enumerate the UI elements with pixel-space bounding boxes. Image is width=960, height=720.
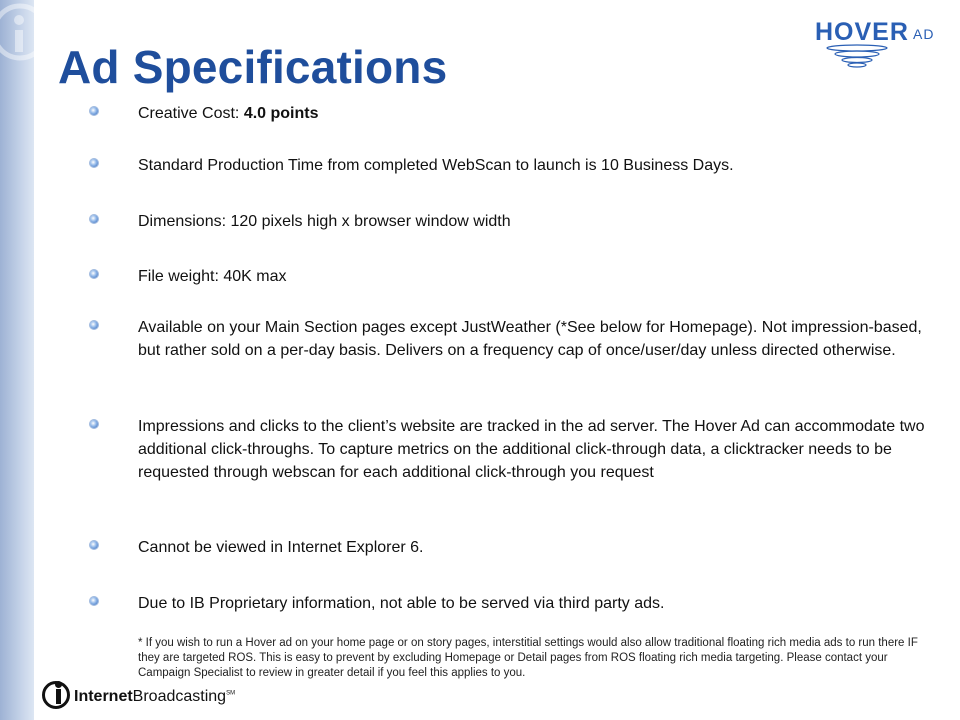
bullet-text: Standard Production Time from completed WebScan to launch is 10 Business Days. bbox=[138, 157, 734, 174]
bullet-text: Dimensions: 120 pixels high x browser window width bbox=[138, 213, 511, 230]
hover-logo-word: HOVER bbox=[815, 18, 909, 46]
ad-logo-word: AD bbox=[913, 26, 935, 42]
bullet-emphasis: 4.0 points bbox=[243, 105, 319, 122]
left-decorative-strip bbox=[0, 0, 34, 720]
internet-broadcasting-logo bbox=[42, 680, 242, 712]
bullet-prefix: Creative Cost: bbox=[138, 105, 244, 122]
bullet-icon bbox=[90, 270, 98, 278]
footnote: * If you wish to run a Hover ad on your home page or on story pages, interstitial settings would also allow traditional floating rich media ads to run there IF they are targeted ROS. This is easy to prevent by excluding Homepage or Detail pages from ROS floating rich media targeting. Please contact your Campaign Specialist to review in greater detail if you feel this applies to you. bbox=[138, 637, 918, 679]
ib-trademark: SM bbox=[226, 690, 236, 697]
bullet-icon bbox=[90, 420, 98, 428]
bullet-text: Impressions and clicks to the client’s website are tracked in the ad server. The Hover Ad can accommodate two additional click-throughs. To capture metrics on the additional click-through data, a clicktracker needs to be requested through webscan for each additional click-through you request bbox=[138, 418, 925, 481]
bullet-icon bbox=[90, 159, 98, 167]
bullet-icon bbox=[90, 597, 98, 605]
ib-logo-word-regular: Broadcasting bbox=[132, 688, 227, 705]
hover-ad-logo-graphic bbox=[815, 14, 940, 74]
page-title: Ad Specifications bbox=[58, 41, 448, 93]
bullet-text: Due to IB Proprietary information, not able to be served via third party ads. bbox=[138, 595, 665, 612]
bullet-icon bbox=[90, 541, 98, 549]
info-watermark-icon bbox=[0, 0, 34, 90]
bullet-icon bbox=[90, 321, 98, 329]
bullet-text: Cannot be viewed in Internet Explorer 6. bbox=[138, 539, 424, 556]
hover-ad-logo bbox=[815, 14, 940, 74]
bullet-icon bbox=[90, 215, 98, 223]
bullet-icon bbox=[90, 107, 98, 115]
bullet-text: File weight: 40K max bbox=[138, 268, 287, 285]
bullet-text: Available on your Main Section pages except JustWeather (*See below for Homepage). Not impression-based, but rather sold on a per-day basis. Delivers on a frequency cap of once/user/day unless directed otherwise. bbox=[138, 319, 922, 359]
ib-i-icon bbox=[42, 681, 70, 709]
ib-logo-word-bold: Internet bbox=[74, 688, 133, 705]
